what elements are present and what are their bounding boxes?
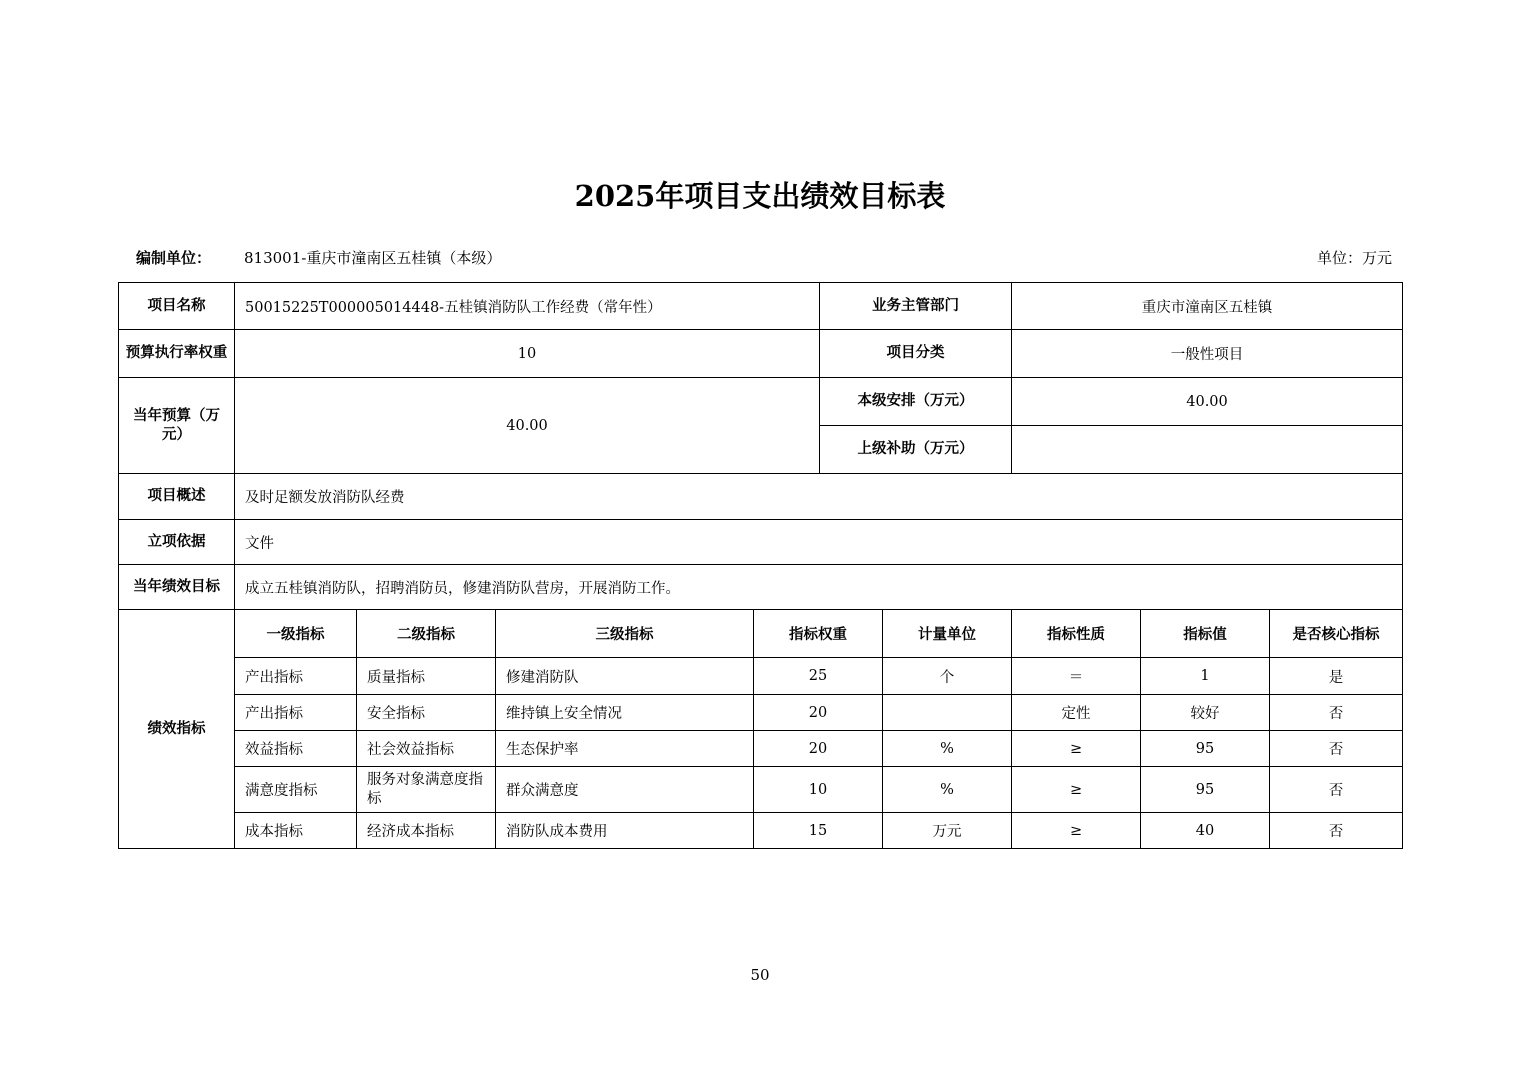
indicator-weight: 15 xyxy=(754,813,883,849)
indicator-value: 95 xyxy=(1141,731,1270,767)
indicator-header-row xyxy=(119,610,1403,658)
indicator-nature: ≥ xyxy=(1012,813,1141,849)
indicator-level2: 安全指标 xyxy=(357,695,496,731)
indicator-unit: % xyxy=(883,731,1012,767)
table-row xyxy=(119,767,1403,813)
budget-value: 40.00 xyxy=(235,378,820,474)
indicator-nature: ≥ xyxy=(1012,731,1141,767)
table-row xyxy=(119,658,1403,695)
unit-value: 813001-重庆市潼南区五桂镇（本级） xyxy=(244,249,502,267)
indicator-level3: 生态保护率 xyxy=(496,731,754,767)
dept-value: 重庆市潼南区五桂镇 xyxy=(1012,283,1403,330)
indicator-level1: 满意度指标 xyxy=(235,767,357,813)
overview-value: 及时足额发放消防队经费 xyxy=(235,474,1403,520)
col-header-level1: 一级指标 xyxy=(235,610,357,658)
row-budget xyxy=(119,378,1403,426)
col-header-core: 是否核心指标 xyxy=(1270,610,1403,658)
indicator-level2: 质量指标 xyxy=(357,658,496,695)
local-label: 本级安排（万元） xyxy=(820,378,1012,426)
currency-unit: 单位：万元 xyxy=(1316,249,1392,267)
indicator-level2: 经济成本指标 xyxy=(357,813,496,849)
dept-label: 业务主管部门 xyxy=(820,283,1012,330)
indicator-weight: 20 xyxy=(754,695,883,731)
indicator-core: 否 xyxy=(1270,813,1403,849)
indicator-core: 否 xyxy=(1270,731,1403,767)
indicator-unit: % xyxy=(883,767,1012,813)
row-project-name xyxy=(119,283,1403,330)
project-name-value: 50015225T000005014448-五桂镇消防队工作经费（常年性） xyxy=(235,283,820,330)
indicator-value: 较好 xyxy=(1141,695,1270,731)
overview-label: 项目概述 xyxy=(119,474,235,520)
table-row xyxy=(119,695,1403,731)
project-name-label: 项目名称 xyxy=(119,283,235,330)
col-header-level2: 二级指标 xyxy=(357,610,496,658)
unit-label-text: 编制单位： xyxy=(136,249,212,267)
indicator-unit: 个 xyxy=(883,658,1012,695)
performance-table xyxy=(118,282,1403,849)
indicator-core: 否 xyxy=(1270,767,1403,813)
col-header-unit: 计量单位 xyxy=(883,610,1012,658)
indicator-level3: 群众满意度 xyxy=(496,767,754,813)
basis-label: 立项依据 xyxy=(119,520,235,565)
indicator-level1: 产出指标 xyxy=(235,695,357,731)
exec-weight-value: 10 xyxy=(235,330,820,378)
col-header-level3: 三级指标 xyxy=(496,610,754,658)
indicator-level3: 维持镇上安全情况 xyxy=(496,695,754,731)
unit-label xyxy=(136,247,211,268)
indicator-level2: 社会效益指标 xyxy=(357,731,496,767)
indicator-value: 95 xyxy=(1141,767,1270,813)
budget-label: 当年预算（万元） xyxy=(119,378,235,474)
indicator-level1: 产出指标 xyxy=(235,658,357,695)
indicator-nature: ≥ xyxy=(1012,767,1141,813)
row-exec-weight xyxy=(119,330,1403,378)
perf-label: 绩效指标 xyxy=(119,610,235,849)
category-label: 项目分类 xyxy=(820,330,1012,378)
row-overview xyxy=(119,474,1403,520)
table-row xyxy=(119,813,1403,849)
indicator-weight: 20 xyxy=(754,731,883,767)
goal-value: 成立五桂镇消防队，招聘消防员，修建消防队营房，开展消防工作。 xyxy=(235,565,1403,610)
row-basis xyxy=(119,520,1403,565)
indicator-core: 否 xyxy=(1270,695,1403,731)
indicator-value: 40 xyxy=(1141,813,1270,849)
indicator-level3: 修建消防队 xyxy=(496,658,754,695)
indicator-value: 1 xyxy=(1141,658,1270,695)
exec-weight-label: 预算执行率权重 xyxy=(119,330,235,378)
row-goal xyxy=(119,565,1403,610)
basis-value: 文件 xyxy=(235,520,1403,565)
page-number: 50 xyxy=(750,966,770,984)
col-header-weight: 指标权重 xyxy=(754,610,883,658)
local-value: 40.00 xyxy=(1012,378,1403,426)
col-header-value: 指标值 xyxy=(1141,610,1270,658)
indicator-unit xyxy=(883,695,1012,731)
subsidy-value xyxy=(1012,426,1403,474)
page-title: 2025年项目支出绩效目标表 xyxy=(574,179,946,213)
table-row xyxy=(119,731,1403,767)
indicator-nature: 定性 xyxy=(1012,695,1141,731)
indicator-level2: 服务对象满意度指标 xyxy=(357,767,496,813)
indicator-core: 是 xyxy=(1270,658,1403,695)
indicator-unit: 万元 xyxy=(883,813,1012,849)
indicator-level1: 成本指标 xyxy=(235,813,357,849)
col-header-nature: 指标性质 xyxy=(1012,610,1141,658)
indicator-weight: 10 xyxy=(754,767,883,813)
indicator-level3: 消防队成本费用 xyxy=(496,813,754,849)
subsidy-label: 上级补助（万元） xyxy=(820,426,1012,474)
indicator-weight: 25 xyxy=(754,658,883,695)
indicator-nature: ＝ xyxy=(1012,658,1141,695)
category-value: 一般性项目 xyxy=(1012,330,1403,378)
indicator-level1: 效益指标 xyxy=(235,731,357,767)
goal-label: 当年绩效目标 xyxy=(119,565,235,610)
